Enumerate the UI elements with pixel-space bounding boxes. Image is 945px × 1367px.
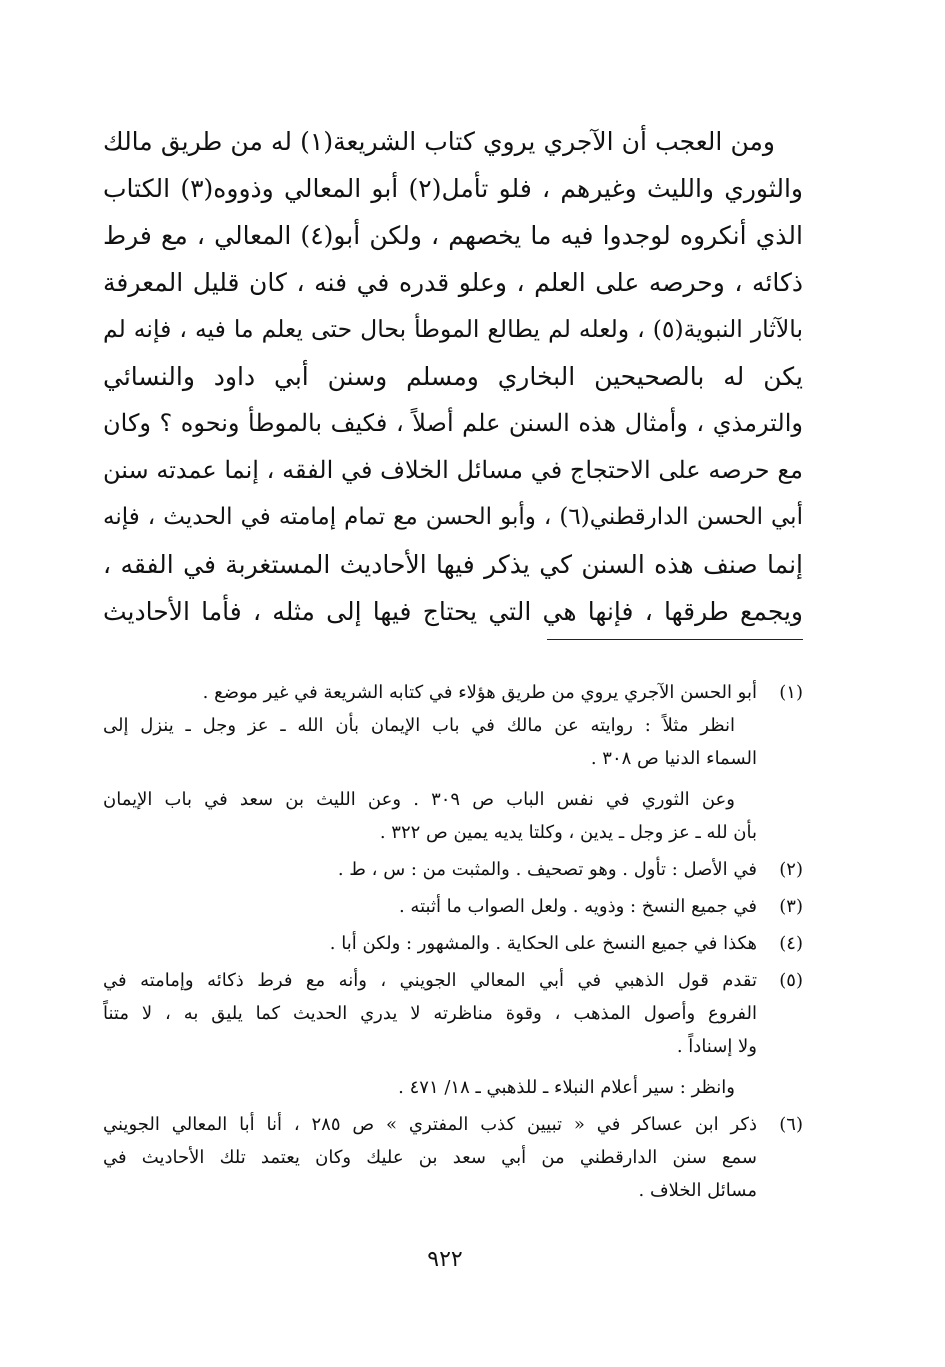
footnote-2 — [103, 853, 803, 886]
footnote-number: (٦) — [779, 1114, 803, 1135]
footnote-line: في جميع النسخ : وذويه . ولعل الصواب ما أثبته . — [398, 896, 757, 917]
main-line-3: الذي أنكروه لوجدوا فيه ما يخصهم ، ولكن أبو(٤) المعالي ، مع فرط — [103, 221, 803, 250]
footnote-line: في الأصل : تأول . وهو تصحيف . والمثبت من : س ، ط . — [337, 859, 757, 880]
main-line-10: إنما صنف هذه السنن كي يذكر فيها الأحاديث المستغربة في الفقه ، — [103, 550, 803, 579]
main-line-11: ويجمع طرقها ، فإنها هي التي يحتاج فيها إلى مثله ، فأما الأحاديث — [103, 597, 803, 626]
footnote-line: وعن الثوري في نفس الباب ص ٣٠٩ . وعن الليث بن سعد في باب الإيمان — [103, 789, 735, 810]
footnote-gap — [103, 1063, 757, 1071]
footnote-gap — [103, 775, 757, 783]
footnote-number: (١) — [779, 682, 803, 703]
main-line-7: والترمذي ، وأمثال هذه السنن علم أصلاً ، فكيف بالموطأ ونحوه ؟ وكان — [103, 409, 803, 437]
footnote-body — [103, 890, 757, 923]
footnote-line: السماء الدنيا ص ٣٠٨ . — [590, 748, 757, 769]
footnote-line: مسائل الخلاف . — [638, 1180, 757, 1201]
page-number: ٩٢٢ — [427, 1247, 463, 1272]
footnote-1 — [103, 676, 803, 849]
main-line-5: بالآثار النبوية(٥) ، ولعله لم يطالع الموطأ بحال حتى يعلم ما فيه ، فإنه لم — [103, 315, 803, 343]
footnote-4 — [103, 927, 803, 960]
footnote-body — [103, 964, 757, 1104]
main-line-4: ذكائه ، وحرصه على العلم ، وعلو قدره في فنه ، كان قليل المعرفة — [103, 268, 803, 297]
footnote-3 — [103, 890, 803, 923]
footnote-line: ولا إسناداً . — [676, 1036, 757, 1057]
footnote-line: هكذا في جميع النسخ على الحكاية . والمشهور : ولكن أبا . — [329, 933, 757, 954]
footnote-number: (٥) — [779, 970, 803, 991]
footnote-line: أبو الحسن الآجري يروي من طريق هؤلاء في كتابه الشريعة في غير موضع . — [202, 682, 757, 703]
main-line-9: أبي الحسن الدارقطني(٦) ، وأبو الحسن مع تمام إمامته في الحديث ، فإنه — [103, 504, 803, 530]
main-line-8: مع حرصه على الاحتجاج في مسائل الخلاف في الفقه ، إنما عمدته سنن — [103, 456, 803, 484]
main-line-1: ومن العجب أن الآجري يروي كتاب الشريعة(١) له من طريق مالك — [103, 127, 775, 156]
footnote-number: (٤) — [779, 933, 803, 954]
footnote-line: سمع سنن الدارقطني من أبي سعد بن عليك وكان يعتمد تلك الأحاديث في — [103, 1147, 757, 1168]
footnote-body — [103, 853, 757, 886]
footnote-divider — [547, 639, 803, 640]
footnote-line: وانظر : سير أعلام النبلاء ـ للذهبي ـ ١٨/ ٤٧١ . — [398, 1077, 735, 1098]
main-line-6: يكن له بالصحيحين البخاري ومسلم وسنن أبي داود والنسائي — [103, 362, 803, 391]
footnote-5 — [103, 964, 803, 1104]
footnote-number: (٣) — [779, 896, 803, 917]
footnote-line: انظر مثلاً : روايته عن مالك في باب الإيمان بأن الله ـ عز وجل ـ ينزل إلى — [103, 715, 735, 736]
footnote-body — [103, 927, 757, 960]
footnote-line: بأن لله ـ عز وجل ـ يدين ، وكلتا يديه يمين ص ٣٢٢ . — [379, 822, 757, 843]
footnote-line: تقدم قول الذهبي في أبي المعالي الجويني ، وأنه مع فرط ذكائه وإمامته في — [103, 970, 757, 991]
footnote-line: الفروع وأصول المذهب ، وقوة مناظرته لا يدري الحديث كما يليق به ، لا متناً — [103, 1003, 757, 1024]
footnote-body — [103, 1108, 757, 1207]
footnote-line: ذكر ابن عساكر في « تبيين كذب المفتري » ص ٢٨٥ ، أنا أبا المعالي الجويني — [103, 1114, 757, 1135]
footnotes — [103, 676, 803, 1211]
footnote-body — [103, 676, 757, 849]
footnote-number: (٢) — [779, 859, 803, 880]
main-line-2: والثوري والليث وغيرهم ، فلو تأمل(٢) أبو المعالي وذووه(٣) الكتاب — [103, 174, 803, 203]
main-text — [103, 118, 803, 635]
footnote-6 — [103, 1108, 803, 1207]
